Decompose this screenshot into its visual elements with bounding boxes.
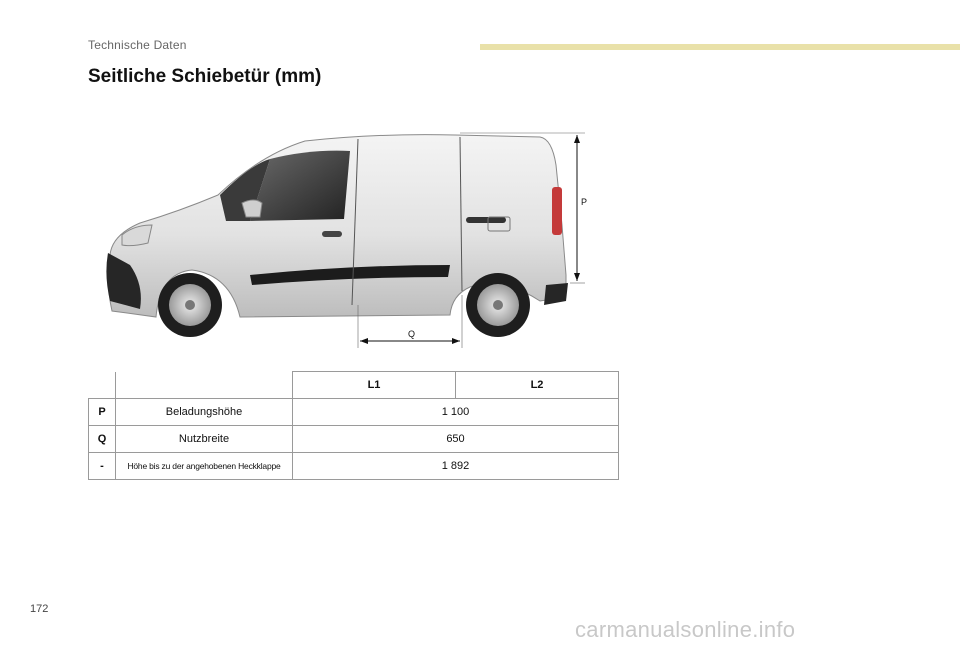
column-header-l2: L2 <box>456 372 619 399</box>
row-label: Beladungshöhe <box>116 399 293 426</box>
row-value: 1 892 <box>293 453 619 480</box>
dimension-q-label: Q <box>408 329 416 339</box>
watermark: carmanualsonline.info <box>575 617 796 642</box>
section-accent-bar <box>480 44 960 50</box>
header-blank-cell <box>116 372 293 399</box>
row-key: - <box>89 453 116 480</box>
table-row <box>89 426 619 453</box>
dimensions-table <box>88 371 619 480</box>
row-value: 650 <box>293 426 619 453</box>
column-header-l1: L1 <box>293 372 456 399</box>
page-title: Seitliche Schiebetür (mm) <box>88 66 322 87</box>
row-label: Höhe bis zu der angehobenen Heckklappe <box>116 453 293 480</box>
header-blank-cell <box>89 372 116 399</box>
van-body <box>106 135 568 337</box>
dimension-p-label: P <box>581 197 588 207</box>
row-label: Nutzbreite <box>116 426 293 453</box>
page-number: 172 <box>30 603 49 615</box>
table-header-row <box>89 372 619 399</box>
table-row <box>89 399 619 426</box>
van-side-illustration <box>100 125 600 355</box>
row-key: P <box>89 399 116 426</box>
row-value: 1 100 <box>293 399 619 426</box>
table-row <box>89 453 619 480</box>
section-label: Technische Daten <box>88 38 187 52</box>
row-key: Q <box>89 426 116 453</box>
